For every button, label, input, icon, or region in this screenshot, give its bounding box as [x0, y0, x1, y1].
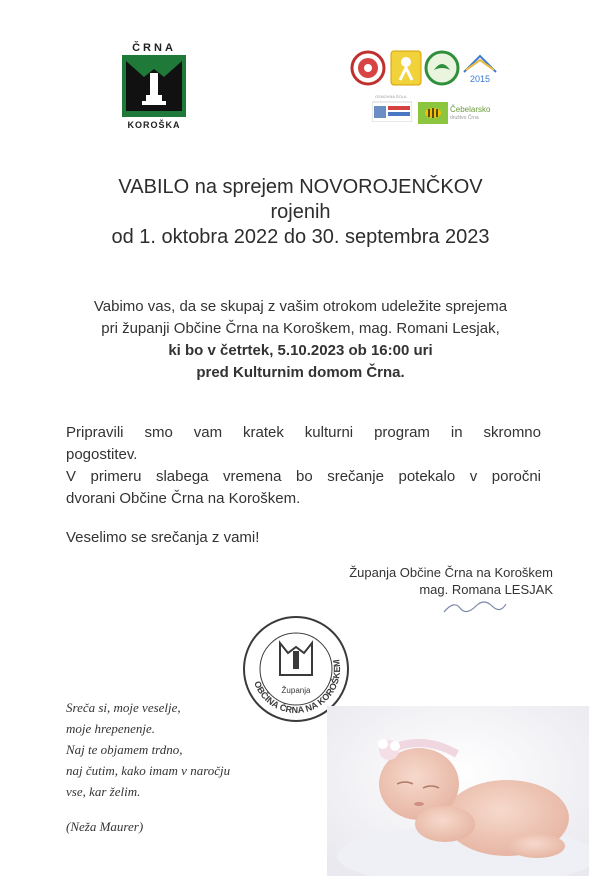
- flag-caption: OSNOVNA ŠOLA: [375, 94, 407, 99]
- bee-logo-icon: [418, 102, 448, 124]
- bird-in-wreath-icon: [424, 50, 460, 86]
- signature-title: Županja Občine Črna na Koroškem: [349, 565, 553, 580]
- invitation-subtitle: rojenih: [270, 201, 331, 223]
- beekeeping-society-sub: društvo Črna: [450, 115, 479, 121]
- waves-2015-icon: [462, 50, 498, 86]
- program-line-4: dvorani Občine Črna na Koroškem.: [66, 490, 301, 507]
- poem-line-3: Naj te objamem trdno,: [66, 742, 183, 757]
- coat-of-arms-top-text: ČRNA: [132, 42, 176, 54]
- stamp-ring-text: OBČINA ČRNA NA KOROŠKEM: [252, 658, 343, 716]
- coat-of-arms-bottom-text: KOROŠKA: [127, 120, 181, 130]
- poem-line-2: moje hrepenenje.: [66, 721, 156, 736]
- program-line-3: V primeru slabega vremena bo srečanje potekalo v poročni: [66, 468, 541, 485]
- handwritten-signature: [440, 594, 510, 616]
- signature-name: mag. Romana LESJAK: [419, 582, 553, 597]
- program-line-1: Pripravili smo vam kratek kulturni program in skromno: [66, 424, 541, 441]
- poem-line-5: vse, kar želim.: [66, 784, 141, 799]
- program-line-2: pogostitev.: [66, 446, 138, 463]
- invite-datetime: ki bo v četrtek, 5.10.2023 ob 16:00 uri: [168, 342, 433, 359]
- svg-text:2015: 2015: [469, 74, 491, 84]
- beekeeping-society-name: Čebelarsko: [450, 105, 491, 114]
- poem-line-4: naj čutim, kako imam v naročju: [66, 763, 231, 778]
- cyclist-emblem-icon: [350, 50, 386, 86]
- running-man-badge-icon: [390, 50, 422, 86]
- invite-line-1: Vabimo vas, da se skupaj z vašim otrokom udeležite sprejema: [93, 298, 508, 315]
- coat-of-arms-logo: [118, 42, 190, 130]
- coat-of-arms-emblem: [122, 55, 186, 117]
- flag-badge-icon: [372, 98, 412, 122]
- invitation-date-range: od 1. oktobra 2022 do 30. septembra 2023: [111, 226, 490, 248]
- invite-location: pred Kulturnim domom Črna.: [196, 364, 405, 381]
- invitation-title: VABILO na sprejem NOVOROJENČKOV: [118, 176, 483, 198]
- invite-line-2: pri županji Občine Črna na Koroškem, mag. Romani Lesjak,: [101, 320, 500, 337]
- closing-line: Veselimo se srečanja z vami!: [66, 529, 260, 546]
- poem-line-1: Sreča si, moje veselje,: [66, 700, 181, 715]
- sleeping-baby-photo: [327, 706, 589, 876]
- stamp-center-text: Županja: [281, 686, 311, 695]
- poem-author: (Neža Maurer): [66, 819, 144, 834]
